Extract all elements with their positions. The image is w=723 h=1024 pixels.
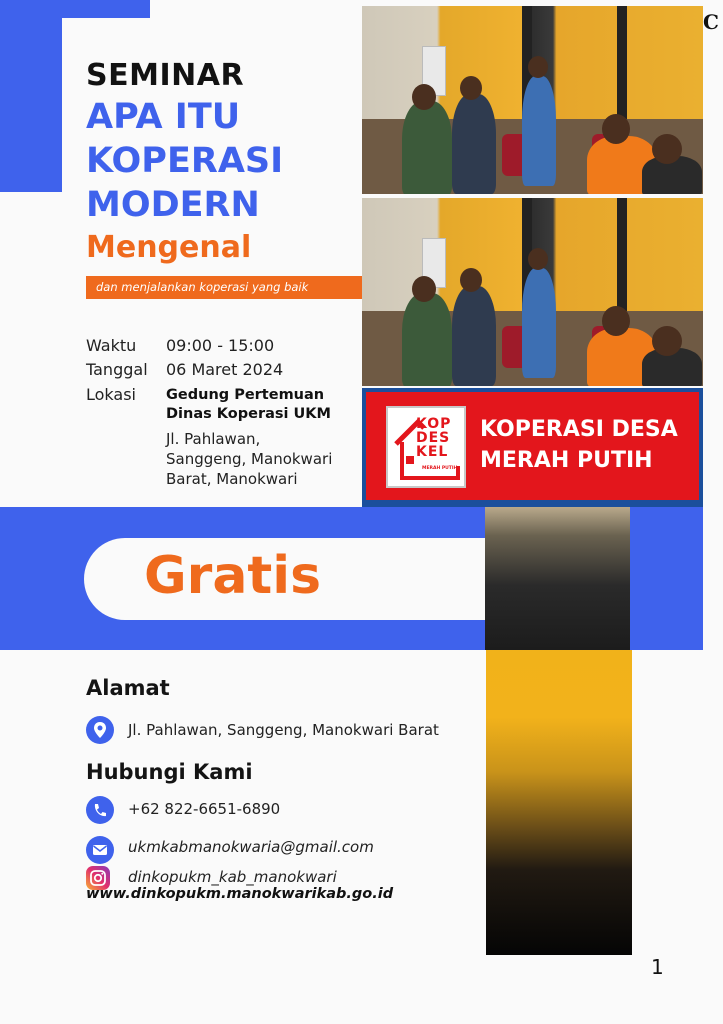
address-line-1: Jl. Pahlawan, <box>166 430 261 448</box>
banner-background <box>366 392 699 500</box>
corner-mark: C <box>703 10 719 34</box>
kopdeskel-logo <box>386 406 466 488</box>
gratis-pill <box>84 538 485 620</box>
venue-line-2: Dinas Koperasi UKM <box>166 406 331 422</box>
hubungi-heading: Hubungi Kami <box>86 760 253 784</box>
subtitle-bar <box>86 276 362 299</box>
page-number: 1 <box>651 955 664 979</box>
alamat-address: Jl. Pahlawan, Sanggeng, Manokwari Barat <box>128 721 439 739</box>
alamat-heading: Alamat <box>86 676 170 700</box>
waktu-value: 09:00 - 15:00 <box>166 336 275 355</box>
seminar-heading: SEMINAR <box>86 58 245 93</box>
photo-strip-dark <box>485 507 630 650</box>
seminar-photo <box>362 198 703 386</box>
mengenal-heading: Mengenal <box>86 230 252 265</box>
gratis-band-right <box>630 507 703 650</box>
mail-icon <box>86 836 114 864</box>
banner-title: KOPERASI DESA MERAH PUTIH <box>480 417 678 473</box>
logo-subtext: MERAH PUTIH <box>422 466 458 471</box>
kopdeskel-banner <box>362 388 703 508</box>
tanggal-label: Tanggal <box>86 360 148 379</box>
waktu-label: Waktu <box>86 336 137 355</box>
title-line-3: MODERN <box>86 185 260 225</box>
venue-line-1: Gedung Pertemuan <box>166 387 325 403</box>
phone-icon <box>86 796 114 824</box>
phone-number[interactable]: +62 822-6651-6890 <box>128 800 281 818</box>
photo-strip-yellow <box>486 650 632 955</box>
tanggal-value: 06 Maret 2024 <box>166 360 284 379</box>
title-line-2: KOPERASI <box>86 141 284 181</box>
gratis-text: Gratis <box>144 546 322 606</box>
title-line-1: APA ITU <box>86 97 241 137</box>
subtitle-text: dan menjalankan koperasi yang baik <box>96 280 309 294</box>
seminar-photo <box>362 6 703 194</box>
location-pin-icon <box>86 716 114 744</box>
email-address[interactable]: ukmkabmanokwaria@gmail.com <box>128 838 374 856</box>
address-line-2: Sanggeng, Manokwari <box>166 450 333 468</box>
logo-text: KOP DES KEL <box>416 416 452 460</box>
address-line-3: Barat, Manokwari <box>166 470 298 488</box>
website-link[interactable]: www.dinkopukm.manokwarikab.go.id <box>86 886 394 902</box>
instagram-handle[interactable]: dinkopukm_kab_manokwari <box>128 868 337 886</box>
lokasi-label: Lokasi <box>86 385 136 404</box>
